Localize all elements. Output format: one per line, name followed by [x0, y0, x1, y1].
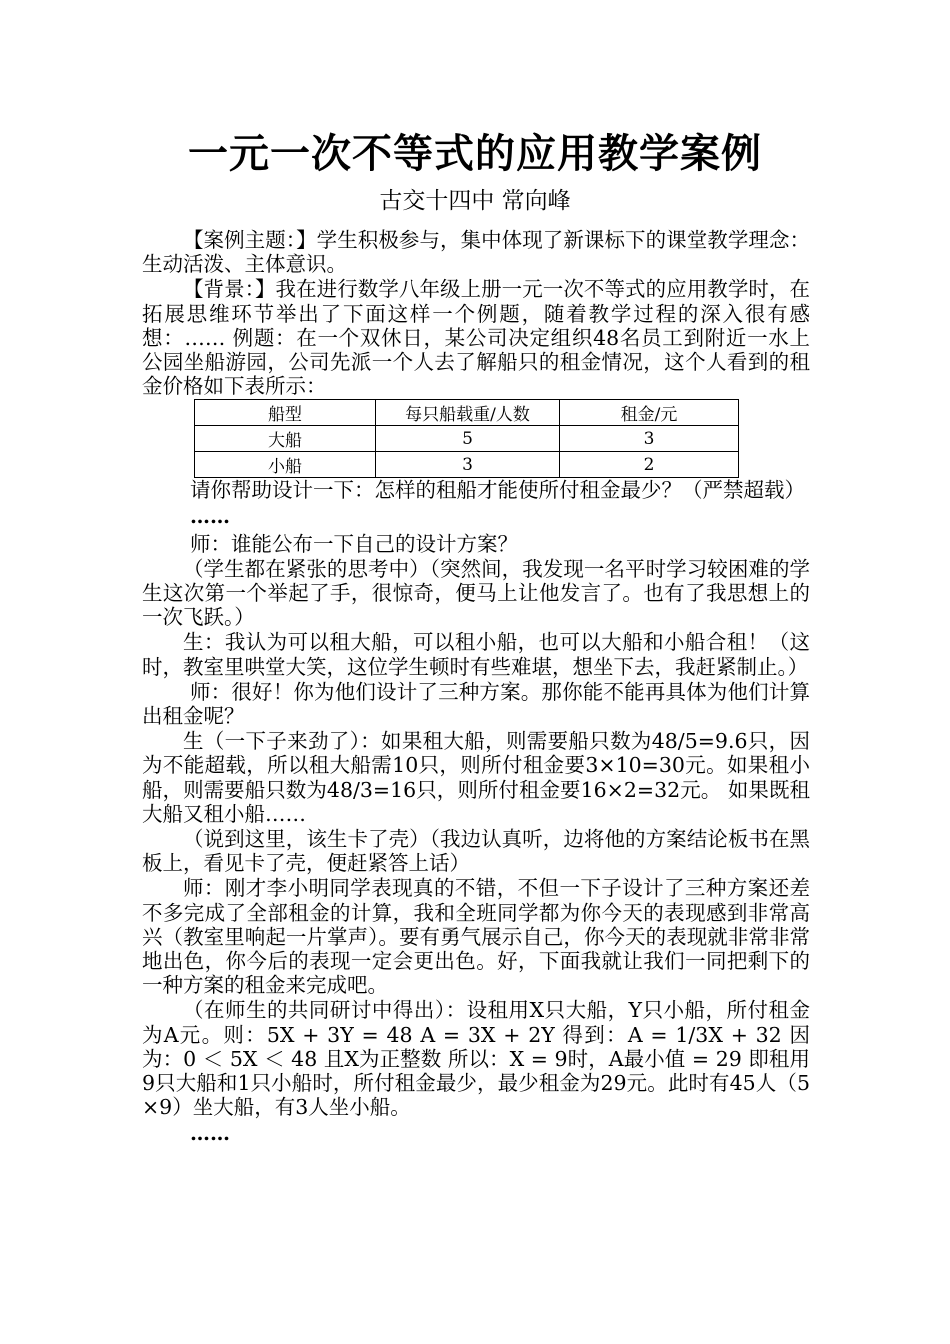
- student-line-1: 生：我认为可以租大船，可以租小船，也可以大船和小船合租！（这时，教室里哄堂大笑，这位学生顿时有些难堪，想坐下去，我赶紧制止。）: [142, 630, 810, 679]
- table-cell: 2: [560, 452, 739, 478]
- teacher-line-3: 师：刚才李小明同学表现真的不错，不但一下子设计了三种方案还差不多完成了全部租金的计算，我和全班同学都为你今天的表现感到非常高兴（教室里响起一片掌声）。要有勇气展示自己，你今天的表现就非常非常地出色，你今后的表现一定会更出色。好，下面我就让我们一同把剩下的一种方案的租金来完成吧。: [142, 876, 810, 998]
- question-paragraph: 请你帮助设计一下：怎样的租船才能使所付租金最少？（严禁超载）: [190, 478, 805, 503]
- narration-3: （在师生的共同研讨中得出）：设租用X只大船，Y只小船，所付租金为A元。则：5X + 3Y = 48 A = 3X + 2Y 得到：A = 1/3X + 32 因为：0 ＜ 5X ＜ 48 且X为正整数 所以：X = 9时，A最小值 = 29 即租用9只大船和1只小船时，所付租金最少，最少租金为29元。此时有45人（5×9）坐大船，有3人坐小船。: [142, 998, 810, 1120]
- table-cell: 3: [376, 452, 560, 478]
- author-line: 古交十四中 常向峰: [379, 188, 571, 214]
- table-cell: 小船: [195, 452, 376, 478]
- document-body: [142, 228, 810, 1149]
- student-line-2: 生（一下子来劲了）：如果租大船，则需要船只数为48/5=9.6只，因为不能超载，所以租大船需10只，则所付租金要3×10=30元。如果租小船，则需要船只数为48/3=16只，则所付租金要16×2=32元。 如果既租大船又租小船……: [142, 729, 810, 826]
- ellipsis: ……: [190, 503, 230, 528]
- teacher-line-2: 师：很好！你为他们设计了三种方案。那你能不能再具体为他们计算出租金呢？: [142, 679, 810, 729]
- table-header-row: [195, 400, 739, 426]
- teacher-line-1: 师：谁能公布一下自己的设计方案？: [190, 531, 518, 556]
- table-cell: 5: [376, 426, 560, 452]
- table-cell: 3: [560, 426, 739, 452]
- theme-paragraph: 【案例主题：】学生积极参与，集中体现了新课标下的课堂教学理念：生动活泼、主体意识。: [142, 228, 810, 277]
- background-paragraph: 【背景：】我在进行数学八年级上册一元一次不等式的应用教学时，在拓展思维环节举出了下面这样一个例题，随着教学过程的深入很有感想：…… 例题：在一个双休日，某公司决定组织48名员工到附近一水上公园坐船游园，公司先派一个人去了解船只的租金情况，这个人看到的租金价格如下表所示：: [142, 277, 810, 399]
- table-cell: 大船: [195, 426, 376, 452]
- narration-2: （说到这里，该生卡了壳）（我边认真听，边将他的方案结论板书在黑板上，看见卡了壳，便赶紧答上话）: [142, 827, 810, 876]
- table-row: [195, 452, 739, 478]
- table-header-cell: 租金/元: [560, 400, 739, 426]
- table-header-cell: 每只船载重/人数: [376, 400, 560, 426]
- narration-1: （学生都在紧张的思考中）（突然间，我发现一名平时学习较困难的学生这次第一个举起了手，很惊奇，便马上让他发言了。也有了我思想上的一次飞跃。）: [142, 556, 810, 630]
- table-row: [195, 426, 739, 452]
- document-title: 一元一次不等式的应用教学案例: [188, 131, 762, 177]
- rental-price-table: [194, 399, 739, 478]
- table-header-cell: 船型: [195, 400, 376, 426]
- ellipsis: ……: [190, 1120, 230, 1145]
